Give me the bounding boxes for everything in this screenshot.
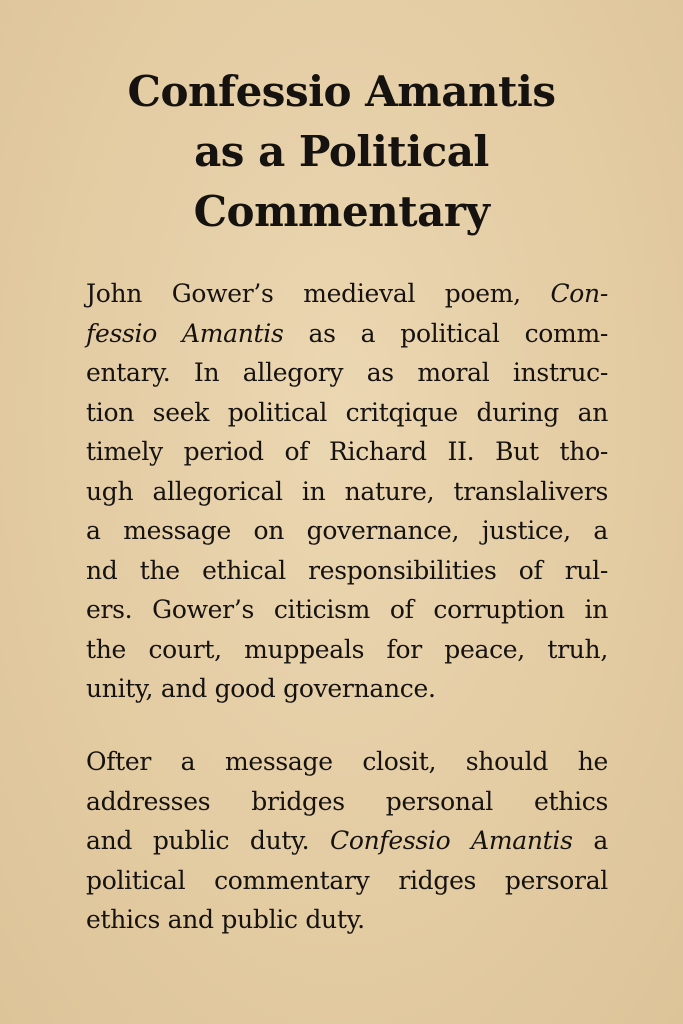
paragraph-line: political commentary ridges persoral: [86, 865, 608, 895]
italic-text-run: Con-: [550, 279, 608, 308]
title-line-3: Commentary: [193, 187, 490, 236]
body-paragraph-1: [86, 274, 608, 709]
italic-text-run: fessio Amantis: [86, 318, 284, 348]
paragraph-line: [86, 314, 608, 354]
text-run: and public duty.: [86, 826, 331, 855]
title-line-1: Confessio Amantis: [127, 67, 556, 116]
paragraph-line: the court, muppeals for peace, truh,: [86, 634, 608, 664]
paragraph-line: [86, 821, 608, 861]
paragraph-line: a message on governance, justice, a: [86, 516, 608, 545]
paragraph-line: nd the ethical responsibilities of rul-: [86, 555, 608, 585]
italic-text-run: Confessio Amantis: [330, 826, 573, 855]
paragraph-line: timely period of Richard II. But tho-: [86, 437, 608, 466]
text-run: a: [572, 826, 608, 855]
text-run: as a political comm-: [283, 318, 609, 348]
paragraph-line: ers. Gower’s citicism of corruption in: [86, 595, 608, 624]
paragraph-line: tion seek political critqique during an: [86, 397, 608, 427]
paragraph-line: ugh allegorical in nature, translalivers: [86, 476, 608, 506]
paragraph-line: Ofter a message closit, should he: [86, 747, 608, 776]
paragraph-line: unity, and good governance.: [86, 674, 436, 703]
title-line-2: as a Political: [194, 127, 489, 176]
paragraph-line: entary. In allegory as moral instruc-: [86, 358, 608, 387]
body-paragraph-2: [86, 742, 608, 940]
text-run: John Gower’s medieval poem,: [86, 279, 551, 308]
paragraph-line: ethics and public duty.: [86, 905, 365, 934]
paragraph-line: addresses bridges personal ethics: [86, 786, 608, 816]
paragraph-line: [86, 274, 608, 314]
page-title: [60, 62, 623, 242]
